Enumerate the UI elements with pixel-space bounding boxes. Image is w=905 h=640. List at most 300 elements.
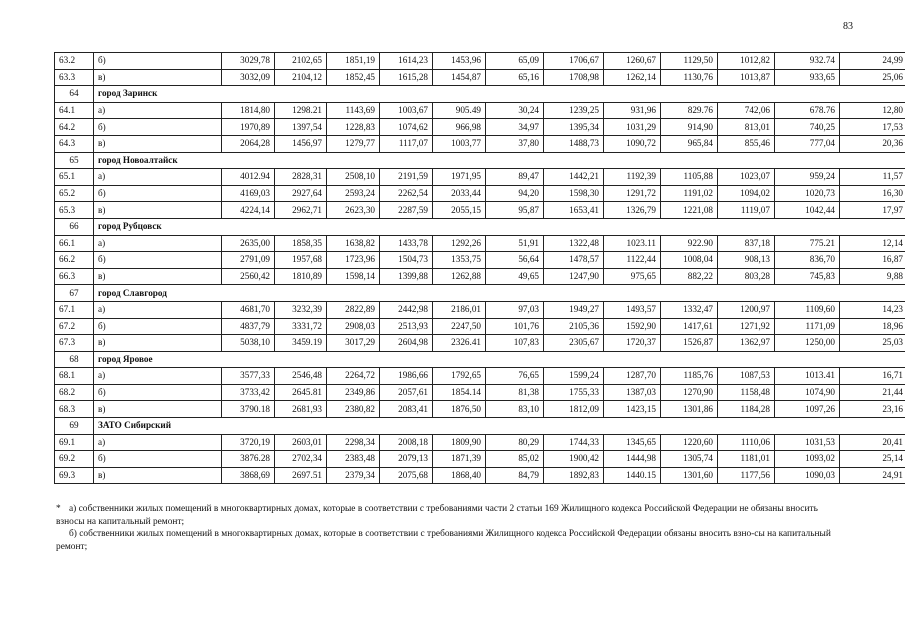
cell-value: 101,76	[486, 318, 544, 335]
row-category: в)	[94, 268, 222, 285]
cell-value: 1097,26	[775, 401, 840, 418]
cell-value: 932.74	[775, 53, 840, 70]
cell-value: 1599,24	[544, 368, 604, 385]
row-category: б)	[94, 119, 222, 136]
row-number: 65.2	[55, 185, 94, 202]
cell-value: 1417,61	[661, 318, 718, 335]
cell-value: 2287,59	[380, 202, 433, 219]
cell-value: 51,91	[486, 235, 544, 252]
cell-value: 966,98	[433, 119, 486, 136]
cell-value: 1706,67	[544, 53, 604, 70]
cell-value: 107,83	[486, 335, 544, 352]
cell-value: 1615,28	[380, 69, 433, 86]
cell-value: 2513,93	[380, 318, 433, 335]
cell-value: 9,88	[840, 268, 905, 285]
cell-value: 803,28	[718, 268, 775, 285]
cell-value: 3790.18	[222, 401, 275, 418]
cell-value: 30,24	[486, 102, 544, 119]
cell-value: 2264,72	[327, 368, 380, 385]
city-name: город Славгород	[94, 285, 905, 302]
cell-value: 17,97	[840, 202, 905, 219]
cell-value: 1397,54	[275, 119, 327, 136]
cell-value: 1305,74	[661, 451, 718, 468]
table-row	[55, 235, 905, 252]
cell-value: 1399,88	[380, 268, 433, 285]
table-row	[55, 434, 905, 451]
cell-value: 56,64	[486, 252, 544, 269]
cell-value: 678.76	[775, 102, 840, 119]
cell-value: 4681,70	[222, 301, 275, 318]
cell-value: 84,79	[486, 467, 544, 484]
cell-value: 742,06	[718, 102, 775, 119]
city-name: город Рубцовск	[94, 218, 905, 235]
cell-value: 1301,60	[661, 467, 718, 484]
cell-value: 23,16	[840, 401, 905, 418]
cell-value: 37,80	[486, 135, 544, 152]
cell-value: 2349,86	[327, 384, 380, 401]
row-number: 69.2	[55, 451, 94, 468]
cell-value: 1270,90	[661, 384, 718, 401]
cell-value: 2546,48	[275, 368, 327, 385]
cell-value: 4012.94	[222, 169, 275, 186]
cell-value: 2083,41	[380, 401, 433, 418]
row-number: 69.1	[55, 434, 94, 451]
cell-value: 931,96	[604, 102, 661, 119]
cell-value: 3232,39	[275, 301, 327, 318]
cell-value: 1810,89	[275, 268, 327, 285]
row-category: б)	[94, 53, 222, 70]
row-category: а)	[94, 301, 222, 318]
table-row	[55, 69, 905, 86]
cell-value: 829.76	[661, 102, 718, 119]
cell-value: 1220,60	[661, 434, 718, 451]
cell-value: 1792,65	[433, 368, 486, 385]
cell-value: 2033,44	[433, 185, 486, 202]
cell-value: 1171,09	[775, 318, 840, 335]
cell-value: 34,97	[486, 119, 544, 136]
cell-value: 2508,10	[327, 169, 380, 186]
cell-value: 813,01	[718, 119, 775, 136]
row-number: 64.3	[55, 135, 94, 152]
cell-value: 24,99	[840, 53, 905, 70]
city-code: 64	[55, 86, 94, 103]
cell-value: 85,02	[486, 451, 544, 468]
cell-value: 1871,39	[433, 451, 486, 468]
cell-value: 1117,07	[380, 135, 433, 152]
table-row	[55, 135, 905, 152]
cell-value: 2008,18	[380, 434, 433, 451]
cell-value: 25,14	[840, 451, 905, 468]
cell-value: 1493,57	[604, 301, 661, 318]
cell-value: 76,65	[486, 368, 544, 385]
cell-value: 975,65	[604, 268, 661, 285]
city-code: 67	[55, 285, 94, 302]
cell-value: 1720,37	[604, 335, 661, 352]
cell-value: 1260,67	[604, 53, 661, 70]
city-name: город Яровое	[94, 351, 905, 368]
cell-value: 1129,50	[661, 53, 718, 70]
cell-value: 2075,68	[380, 467, 433, 484]
cell-value: 1812,09	[544, 401, 604, 418]
cell-value: 1970,89	[222, 119, 275, 136]
cell-value: 1858,35	[275, 235, 327, 252]
city-code: 68	[55, 351, 94, 368]
cell-value: 1090,03	[775, 467, 840, 484]
cell-value: 1809,90	[433, 434, 486, 451]
cell-value: 1074,90	[775, 384, 840, 401]
cell-value: 1247,90	[544, 268, 604, 285]
cell-value: 1023,07	[718, 169, 775, 186]
row-number: 64.2	[55, 119, 94, 136]
city-name: город Заринск	[94, 86, 905, 103]
cell-value: 2305,67	[544, 335, 604, 352]
cell-value: 2104,12	[275, 69, 327, 86]
cell-value: 922.90	[661, 235, 718, 252]
city-code: 65	[55, 152, 94, 169]
city-header-row	[55, 351, 905, 368]
footnote-b-text: б) собственники жилых помещений в многоквартирных домах, которые в соответствии с требованиями Жилищного кодекса Российской Федерации обязаны вносить взно-сы на капитальный ремонт;	[56, 529, 831, 552]
table-row	[55, 268, 905, 285]
cell-value: 3017,29	[327, 335, 380, 352]
cell-value: 1322,48	[544, 235, 604, 252]
cell-value: 1031,53	[775, 434, 840, 451]
cell-value: 80,29	[486, 434, 544, 451]
row-number: 64.1	[55, 102, 94, 119]
cell-value: 11,57	[840, 169, 905, 186]
cell-value: 1433,78	[380, 235, 433, 252]
cell-value: 1453,96	[433, 53, 486, 70]
cell-value: 1301,86	[661, 401, 718, 418]
cell-value: 1191,02	[661, 185, 718, 202]
cell-value: 3459.19	[275, 335, 327, 352]
cell-value: 65,16	[486, 69, 544, 86]
cell-value: 49,65	[486, 268, 544, 285]
cell-value: 17,53	[840, 119, 905, 136]
cell-value: 1444,98	[604, 451, 661, 468]
cell-value: 2262,54	[380, 185, 433, 202]
cell-value: 14,23	[840, 301, 905, 318]
cell-value: 745,83	[775, 268, 840, 285]
row-category: а)	[94, 235, 222, 252]
cell-value: 1723,96	[327, 252, 380, 269]
cell-value: 1074,62	[380, 119, 433, 136]
table-row	[55, 301, 905, 318]
cell-value: 2057,61	[380, 384, 433, 401]
cell-value: 2681,93	[275, 401, 327, 418]
row-category: в)	[94, 401, 222, 418]
cell-value: 1262,14	[604, 69, 661, 86]
row-number: 66.2	[55, 252, 94, 269]
cell-value: 12,14	[840, 235, 905, 252]
cell-value: 2635,00	[222, 235, 275, 252]
cell-value: 1192,39	[604, 169, 661, 186]
cell-value: 1900,42	[544, 451, 604, 468]
cell-value: 1087,53	[718, 368, 775, 385]
cell-value: 1526,87	[661, 335, 718, 352]
cell-value: 3733,42	[222, 384, 275, 401]
cell-value: 1158,48	[718, 384, 775, 401]
cell-value: 2560,42	[222, 268, 275, 285]
cell-value: 1287,70	[604, 368, 661, 385]
page-number: 83	[843, 21, 853, 32]
cell-value: 1130,76	[661, 69, 718, 86]
cell-value: 908,13	[718, 252, 775, 269]
row-category: в)	[94, 335, 222, 352]
row-number: 63.2	[55, 53, 94, 70]
table-row	[55, 53, 905, 70]
cell-value: 2326.41	[433, 335, 486, 352]
cell-value: 959,24	[775, 169, 840, 186]
cell-value: 1042,44	[775, 202, 840, 219]
cell-value: 1185,76	[661, 368, 718, 385]
cell-value: 1814,80	[222, 102, 275, 119]
cell-value: 20,41	[840, 434, 905, 451]
table-row	[55, 451, 905, 468]
city-header-row	[55, 285, 905, 302]
row-number: 68.1	[55, 368, 94, 385]
city-header-row	[55, 218, 905, 235]
row-category: а)	[94, 102, 222, 119]
cell-value: 1298.21	[275, 102, 327, 119]
cell-value: 1003,77	[433, 135, 486, 152]
table-row	[55, 102, 905, 119]
row-category: б)	[94, 384, 222, 401]
cell-value: 12,80	[840, 102, 905, 119]
cell-value: 1110,06	[718, 434, 775, 451]
row-category: б)	[94, 318, 222, 335]
cell-value: 2908,03	[327, 318, 380, 335]
row-number: 65.1	[55, 169, 94, 186]
cell-value: 837,18	[718, 235, 775, 252]
cell-value: 3032,09	[222, 69, 275, 86]
row-number: 67.3	[55, 335, 94, 352]
footnote-star: *	[56, 504, 61, 514]
cell-value: 1094,02	[718, 185, 775, 202]
row-number: 66.1	[55, 235, 94, 252]
cell-value: 24,91	[840, 467, 905, 484]
cell-value: 2603,01	[275, 434, 327, 451]
cell-value: 2102,65	[275, 53, 327, 70]
city-code: 69	[55, 418, 94, 435]
cell-value: 97,03	[486, 301, 544, 318]
cell-value: 1177,56	[718, 467, 775, 484]
cell-value: 1012,82	[718, 53, 775, 70]
cell-value: 1423,15	[604, 401, 661, 418]
city-code: 66	[55, 218, 94, 235]
cell-value: 3577,33	[222, 368, 275, 385]
cell-value: 1854.14	[433, 384, 486, 401]
cell-value: 2191,59	[380, 169, 433, 186]
cell-value: 3876.28	[222, 451, 275, 468]
cell-value: 1031,29	[604, 119, 661, 136]
cell-value: 2380,82	[327, 401, 380, 418]
cell-value: 16,71	[840, 368, 905, 385]
cell-value: 21,44	[840, 384, 905, 401]
cell-value: 1876,50	[433, 401, 486, 418]
row-category: б)	[94, 451, 222, 468]
footnote-a	[56, 503, 846, 528]
cell-value: 1345,65	[604, 434, 661, 451]
cell-value: 83,10	[486, 401, 544, 418]
table-row	[55, 318, 905, 335]
cell-value: 1454,87	[433, 69, 486, 86]
cell-value: 1023.11	[604, 235, 661, 252]
cell-value: 1262,88	[433, 268, 486, 285]
row-number: 66.3	[55, 268, 94, 285]
cell-value: 1184,28	[718, 401, 775, 418]
cell-value: 1892,83	[544, 467, 604, 484]
row-number: 67.2	[55, 318, 94, 335]
table-row	[55, 169, 905, 186]
cell-value: 65,09	[486, 53, 544, 70]
cell-value: 1456,97	[275, 135, 327, 152]
cell-value: 1440.15	[604, 467, 661, 484]
cell-value: 2962,71	[275, 202, 327, 219]
table-row	[55, 384, 905, 401]
cell-value: 2822,89	[327, 301, 380, 318]
row-number: 68.2	[55, 384, 94, 401]
cell-value: 1387,03	[604, 384, 661, 401]
footnote-b	[56, 528, 846, 553]
cell-value: 1478,57	[544, 252, 604, 269]
cell-value: 2079,13	[380, 451, 433, 468]
cell-value: 2442,98	[380, 301, 433, 318]
cell-value: 94,20	[486, 185, 544, 202]
cell-value: 1326,79	[604, 202, 661, 219]
cell-value: 1362,97	[718, 335, 775, 352]
cell-value: 2298,34	[327, 434, 380, 451]
cell-value: 1013.41	[775, 368, 840, 385]
cell-value: 1143,69	[327, 102, 380, 119]
table-row	[55, 252, 905, 269]
cell-value: 2828,31	[275, 169, 327, 186]
cell-value: 1291,72	[604, 185, 661, 202]
cell-value: 3720,19	[222, 434, 275, 451]
cell-value: 2064,28	[222, 135, 275, 152]
row-number: 63.3	[55, 69, 94, 86]
table-row	[55, 119, 905, 136]
cell-value: 1638,82	[327, 235, 380, 252]
footnote-a-text: а) собственники жилых помещений в многоквартирных домах, которые в соответствии с требованиями части 2 статьи 169 Жилищного кодекса Российской Федерации не обязаны вносить взносы на капитальный ремонт;	[56, 504, 818, 527]
table-row	[55, 368, 905, 385]
row-number: 67.1	[55, 301, 94, 318]
cell-value: 836,70	[775, 252, 840, 269]
cell-value: 1271,92	[718, 318, 775, 335]
cell-value: 1986,66	[380, 368, 433, 385]
row-number: 65.3	[55, 202, 94, 219]
cell-value: 777,04	[775, 135, 840, 152]
cell-value: 1708,98	[544, 69, 604, 86]
table-row	[55, 335, 905, 352]
row-category: а)	[94, 169, 222, 186]
cell-value: 1200,97	[718, 301, 775, 318]
cell-value: 2383,48	[327, 451, 380, 468]
table-row	[55, 467, 905, 484]
cell-value: 89,47	[486, 169, 544, 186]
table-row	[55, 185, 905, 202]
cell-value: 1744,33	[544, 434, 604, 451]
cell-value: 16,87	[840, 252, 905, 269]
row-category: в)	[94, 135, 222, 152]
cell-value: 2379,34	[327, 467, 380, 484]
cell-value: 1653,41	[544, 202, 604, 219]
cell-value: 2702,34	[275, 451, 327, 468]
cell-value: 18,96	[840, 318, 905, 335]
cell-value: 1109,60	[775, 301, 840, 318]
cell-value: 1090,72	[604, 135, 661, 152]
cell-value: 1119,07	[718, 202, 775, 219]
cell-value: 1395,34	[544, 119, 604, 136]
cell-value: 1755,33	[544, 384, 604, 401]
city-header-row	[55, 418, 905, 435]
cell-value: 3868,69	[222, 467, 275, 484]
row-category: а)	[94, 434, 222, 451]
cell-value: 1093,02	[775, 451, 840, 468]
cell-value: 2055,15	[433, 202, 486, 219]
cell-value: 1105,88	[661, 169, 718, 186]
cell-value: 25,06	[840, 69, 905, 86]
cell-value: 1614,23	[380, 53, 433, 70]
cell-value: 1971,95	[433, 169, 486, 186]
row-category: б)	[94, 185, 222, 202]
cell-value: 914,90	[661, 119, 718, 136]
cell-value: 1279,77	[327, 135, 380, 152]
cell-value: 1292,26	[433, 235, 486, 252]
cell-value: 775.21	[775, 235, 840, 252]
cell-value: 1504,73	[380, 252, 433, 269]
cell-value: 882,22	[661, 268, 718, 285]
row-category: в)	[94, 202, 222, 219]
cell-value: 1851,19	[327, 53, 380, 70]
cell-value: 1008,04	[661, 252, 718, 269]
cell-value: 4224,14	[222, 202, 275, 219]
cell-value: 1332,47	[661, 301, 718, 318]
cell-value: 2623,30	[327, 202, 380, 219]
cell-value: 5038,10	[222, 335, 275, 352]
table-row	[55, 401, 905, 418]
row-number: 69.3	[55, 467, 94, 484]
table-row	[55, 202, 905, 219]
cell-value: 855,46	[718, 135, 775, 152]
cell-value: 2604,98	[380, 335, 433, 352]
cell-value: 1353,75	[433, 252, 486, 269]
tariff-table	[54, 52, 905, 484]
cell-value: 2697.51	[275, 467, 327, 484]
cell-value: 1592,90	[604, 318, 661, 335]
row-number: 68.3	[55, 401, 94, 418]
cell-value: 1949,27	[544, 301, 604, 318]
cell-value: 905.49	[433, 102, 486, 119]
cell-value: 2791,09	[222, 252, 275, 269]
cell-value: 3331,72	[275, 318, 327, 335]
cell-value: 965,84	[661, 135, 718, 152]
cell-value: 933,65	[775, 69, 840, 86]
city-name: город Новоалтайск	[94, 152, 905, 169]
cell-value: 2593,24	[327, 185, 380, 202]
cell-value: 740,25	[775, 119, 840, 136]
row-category: в)	[94, 69, 222, 86]
row-category: б)	[94, 252, 222, 269]
cell-value: 2927,64	[275, 185, 327, 202]
row-category: а)	[94, 368, 222, 385]
cell-value: 2105,36	[544, 318, 604, 335]
cell-value: 4169,03	[222, 185, 275, 202]
city-header-row	[55, 86, 905, 103]
cell-value: 1488,73	[544, 135, 604, 152]
cell-value: 1868,40	[433, 467, 486, 484]
cell-value: 1013,87	[718, 69, 775, 86]
cell-value: 1852,45	[327, 69, 380, 86]
